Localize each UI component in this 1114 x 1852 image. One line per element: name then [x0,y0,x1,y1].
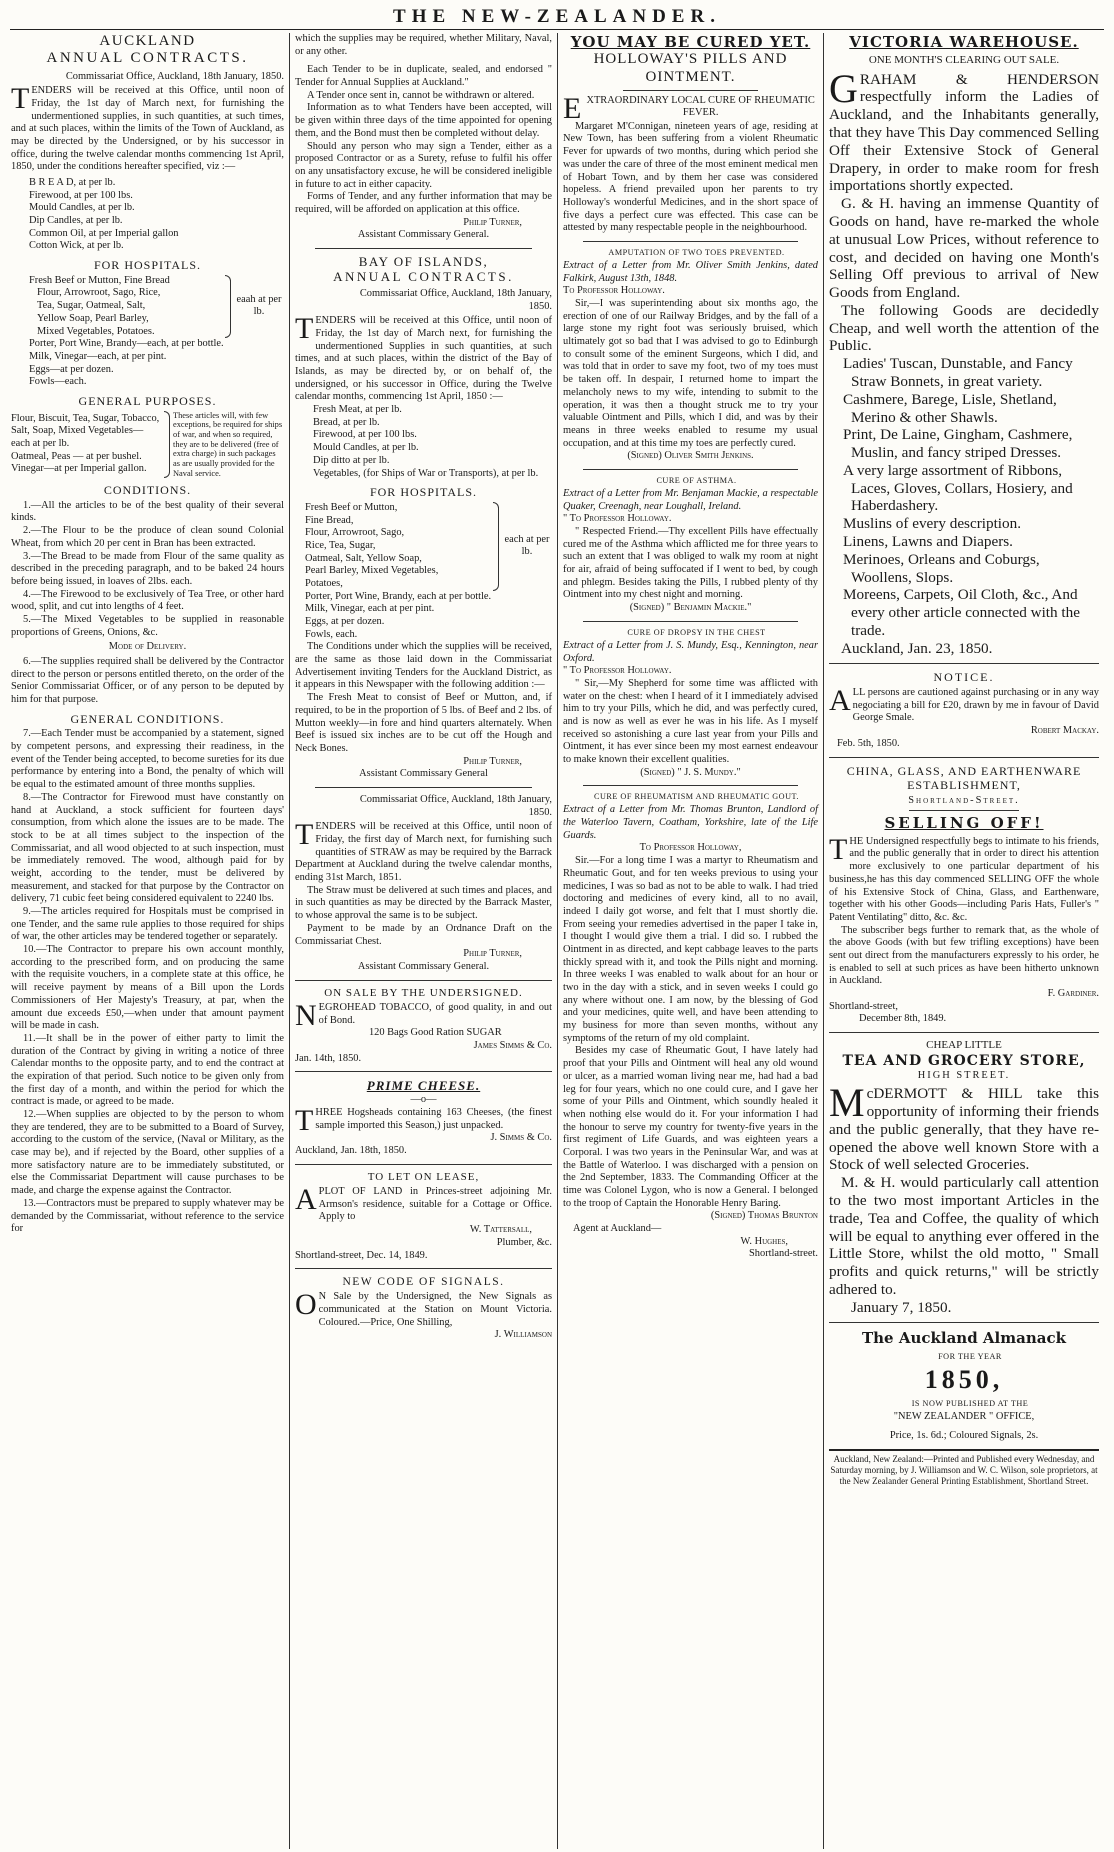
tea-ad [829,1080,1099,1316]
list-item: Porter, Port Wine, Brandy, each at per bottle. [305,590,492,602]
list-item: Mould Candles, at per lb. [313,442,419,454]
condition: 7.—Each Tender must be accompanied by a statement, signed by competent persons, and expressing their readiness, in the event of the Tender being accepted, to become sureties for its due performance by entering into a Bond, the penalty of which will be equal to the estimated amount of three months supplies. [11,728,284,791]
case-heading: CURE OF RHEUMATISM AND RHEUMATIC GOUT. [594,792,799,802]
on-sale-body: NEGROHEAD TOBACCO, of good quality, in and out of Bond. [295,998,552,1032]
case-heading: CURE OF DROPSY IN THE CHEST [627,627,766,637]
hospital-items [11,275,284,338]
victoria-warehouse-heading: VICTORIA WAREHOUSE. [849,33,1079,51]
divider [829,1322,1099,1323]
paragraph: Information as to what Tenders have been accepted, will be given within three days of the time appointed for opening them, and the Bond must then be completed without delay. [295,102,552,139]
letter-extract: Extract of a Letter from Mr. Thomas Brunton, Landlord of the Waterloo Tavern, Coatham, Yorkshire, late of the Life Guards. [563,804,818,841]
signature: (Signed) " J. S. Mundy." [640,766,741,778]
hospitals-heading: FOR HOSPITALS. [369,485,478,500]
date: Auckland, Jan. 18th, 1850. [295,1145,407,1157]
condition: 10.—The Contractor to prepare his own account monthly, according to the prescribed form, and on producing the same with the requisite vouchers, in a complete state at this office, he will receive payment by means of a Bill upon the Lords Commissioners of Her Majesty's Treasury, at par, when the amount due exceeds £50,—when under that amount payment will be made in cash. [11,944,284,1032]
notice-heading: NOTICE. [933,670,995,685]
list-item: Mould Candles, at per lb. [29,202,135,214]
divider [295,1164,552,1165]
list-item: Firewood, at per 100 lbs. [313,429,417,441]
testimonial: Sir,—I was superintending about six months ago, the erection of one of our Railway Bridges, and by the fall of a large stone my right foot was seriously bruised, which ultimately got so bad that I was advised to go to Edinburgh to consult some of the eminent Surgeons, which I did, and was told that in order to save my foot, two of my toes must be taken off. In despair, I returned home to impart the melancholy news to my wife, intending to submit to the operation, it was then a thought struck me to try your valuable Ointment and Pills, which I did, and was by their means in three weeks enabled to resume my usual occupation, and at this time my toes are perfectly cured. [563,298,818,449]
list-item: A very large assortment of Ribbons, Laces, Gloves, Collars, Hosiery, and Haberdashery. [843,461,1073,515]
case-heading: CURE OF ASTHMA. [656,475,737,485]
china-heading: CHINA, GLASS, AND EARTHENWARE ESTABLISHMENT, [846,763,1082,793]
list-item: Pearl Barley, Mixed Vegetables, [305,565,439,577]
list-item: Bread, at per lb. [313,416,380,428]
ornament: —o— [410,1094,437,1106]
list-item: Fowls, each. [305,628,358,640]
sugar-line: 120 Bags Good Ration SUGAR [368,1027,502,1039]
column-1 [6,33,290,1849]
case-heading: AMPUTATION OF TWO TOES PREVENTED. [608,247,785,257]
list-item: Muslins of every description. [843,515,1022,533]
general-items [11,411,284,479]
signature: (Signed) Thomas Brunton [710,1210,818,1222]
bay-of-islands-title: BAY OF ISLANDS, [358,254,489,269]
column-3 [558,33,824,1849]
list-item: Potatoes, [305,577,343,589]
letter-to: To Professor Holloway. [563,285,665,297]
for-the-year: FOR THE YEAR [938,1351,1002,1361]
supply-list [295,404,552,480]
letter-extract: Extract of a Letter from Mr. Oliver Smith Jenkins, dated Falkirk, August 13th, 1848. [563,259,818,284]
list-item: Porter, Port Wine, Brandy—each, at per bottle. [29,338,224,350]
mode-of-delivery: Mode of Delivery. [108,641,187,653]
signature-title: Plumber, &c. [496,1236,552,1248]
signature: James Simms & Co. [473,1040,552,1052]
letter-to: " To Professor Holloway. [563,513,672,525]
list-item: Milk, Vinegar—each, at per pint. [29,350,167,362]
price-label: Price, 1s. 6d.; Coloured Signals, 2s. [889,1430,1039,1442]
lease-body: APLOT OF LAND in Princes-street adjoining Mr. Armson's residence, suitable for a Cottage or Office. Apply to [295,1183,552,1223]
list-item: Eggs, at per dozen. [305,616,385,627]
signature: Robert Mackay. [1030,725,1099,737]
continued-text: which the supplies may be required, whether Military, Naval, or any other. [295,33,552,57]
list-item: Mixed Vegetables, Potatoes. [37,325,155,337]
column-4 [824,33,1104,1849]
list-item: Dip ditto at per lb. [313,454,390,466]
general-purposes-heading: GENERAL PURPOSES. [78,393,217,408]
list-item: Fowls—each. [29,376,87,388]
divider [909,810,1019,811]
condition: 4.—The Firewood to be exclusively of Tea Tree, or other hard wood, split, and cut into lengths of 4 feet. [11,588,284,613]
high-street-label: HIGH STREET. [917,1069,1011,1081]
clearing-sale-subheading: ONE MONTH'S CLEARING OUT SALE. [868,54,1060,67]
brace-note: eaah at per lb. [236,293,282,318]
office-label: "NEW ZEALANDER " OFFICE, [893,1411,1035,1423]
conditions-heading: CONDITIONS. [103,483,192,498]
signature: W. Tattersall, [469,1224,532,1236]
goods-list [829,355,1099,640]
list-item: Flour, Biscuit, Tea, Sugar, Tobacco, Salt, Soap, Mixed Vegetables—each at per lb. [11,412,160,450]
list-item: Linens, Lawns and Diapers. [843,533,1013,551]
paragraph: G. & H. having an immense Quantity of Goods on hand, have re-marked the whole at unusual Low Prices, without reference to cost, and decided on having one Month's Selling Off previous to arrival of New Goods from England. [829,195,1099,302]
signature: (Signed) " Benjamin Mackie." [629,602,752,614]
testimonial: Besides my case of Rheumatic Gout, I have lately had proof that your Pills and Ointment will heal any old wound or ulcer, as a married woman living near me, had had a bad leg for four years, which no one could cure, and I gave her some of your Pills and Ointment, which soundly healed it when nothing else would do it. For your information I had the honour to serve my country for twenty-five years in the first regiment of Life Guards, and was eighteen years a Corporal. I was two years in the Peninsular War, and was at the Battle of Waterloo. I was discharged with a pension on the 2nd September, 1833. The Commanding Officer at the time was Colonel Lygon, who is now a General. I belonged to the troop of Captain the Honorable Henry Baring. [563,1045,818,1209]
list-item: Tea, Sugar, Oatmeal, Salt, [37,300,146,312]
tender-intro: TENDERS will be received at this Office, until noon of Friday, the 1st day of March next, for furnishing the undermentioned Supplies in such quantities, at such times, and at such places, within the district of the Bay of Islands, as may be directed by, or on behalf of, the undersigned, or his successor in Office, during the Twelve calendar months, commencing 1st April, 1850 :— [295,312,552,403]
cheap-little-label: CHEAP LITTLE [926,1039,1002,1052]
paragraph: The subscriber begs further to remark that, as the whole of the above Goods (with but few trifling exceptions) have been sent out direct from the manufacturers expressly to his order, he is enabled to sell at such prices as have been hitherto unknown in Auckland. [829,924,1099,987]
paragraph: The following Goods are decidedly Cheap, and well worth the attention of the Public. [829,301,1099,355]
list-item: Fresh Beef or Mutton, [305,501,398,513]
list-item: Fresh Beef or Mutton, Fine Bread [29,274,170,286]
tender-intro: TENDERS will be received at this Office, until noon of Friday, the 1st day of March next, for furnishing the undermentioned supplies, in such quantities, at such times, and at such places, within the limits of the Town of Auckland, as may be directed by the Undersigned, or by his successor in office, during the twelve calendar months commencing 1st April, 1850, under the conditions hereafter specified, viz :— [11,82,284,173]
divider [583,621,798,622]
condition: 12.—When supplies are objected to by the person to whom they are tendered, they are to be submitted to a Board of Survey, according to the custom of the service, (Naval or Military, as the case may be), and if rejected by the Board, other supplies of a more satisfactory nature are to be immediately substituted, or else the Commissariat Department will cause purchases to be made, and charge the expense against the Contractor. [11,1109,284,1197]
divider [829,1032,1099,1033]
condition: 1.—All the articles to be of the best quality of their several kinds. [11,499,284,524]
list-item: Oatmeal, Peas — at per bushel. [11,450,142,462]
list-item: Dip Candles, at per lb. [29,215,123,227]
list-item: Vinegar—at per Imperial gallon. [11,463,147,475]
paragraph: Payment to be made by an Ordnance Draft on the Commissariat Chest. [295,922,552,947]
list-item: Oatmeal, Salt, Yellow Soap, [305,552,422,564]
auckland-title: AUCKLAND [99,33,196,49]
paragraph: The Straw must be delivered at such times and places, and in such quantities as may be directed by the Barrack Master, to whose approval the same is to be subject. [295,884,552,922]
published-label: IS NOW PUBLISHED AT THE [911,1399,1029,1409]
date: Auckland, Jan. 23, 1850. [841,639,993,657]
notice-body: ALL persons are cautioned against purchasing or in any way negociating a bill for £20, drawn by me in favour of David George Smale. [829,684,1099,724]
almanack-year: 1850, [924,1364,1004,1394]
divider [295,1268,552,1269]
condition: 11.—It shall be in the power of either party to limit the duration of the Contract by giving in writing a notice of three Calendar months to the opposite party, and to end the contract at the expiration of that period. Such notice to be given only from the first day of a month, and within the period for which the contract is made, or agreed to be made. [11,1032,284,1108]
selling-off-heading: SELLING OFF! [884,814,1044,833]
paragraph: Should any person who may sign a Tender, either as a proposed Contractor or as a Surety, refuse to fulfil his offer on any unsatisfactory excuse, he will be considered ineligible in future to act in either capacity. [295,140,552,190]
holloway-heading: HOLLOWAY'S PILLS AND OINTMENT. [593,51,788,85]
paragraph: The Fresh Meat to consist of Beef or Mutton, and, if required, to be in the proportion of 5 lbs. of Beef and 2 lbs. of Mutton weekly—in fore and hind quarters alternately. When Beef is issued six inches are to be cut off the Hough and Neck Bones. [295,692,552,754]
general-note: These articles will, with few exceptions, be required for ships of war, and when so required, they are to be delivered (free of extra charge) in such packages as are usually provided for the Naval service. [173,410,283,478]
paragraph: The Conditions under which the supplies will be received, are the same as those laid down in the Commissariat Advertisement inviting Tenders for the Auckland District, as it appears in this Newspaper with the following addition :— [295,641,552,691]
condition: 13.—Contractors must be prepared to supply whatever may be demanded by the Commissariat, without reference to the service for [11,1197,284,1235]
dateline: Commissariat Office, Auckland, 18th January, 1850. [359,287,552,312]
list-item: B R E A D, at per lb. [29,177,116,188]
divider [583,469,798,470]
list-item: Flour, Arrowroot, Sago, [305,527,405,539]
hospital-items [295,502,552,591]
list-item: Yellow Soap, Pearl Barley, [37,312,149,324]
agent-address: Shortland-street. [749,1248,818,1260]
letter-extract: Extract of a Letter from Mr. Benjaman Mackie, a respectable Quaker, Creenagh, near Loughall, Ireland. [563,487,818,512]
signature: Philip Turner, [463,216,522,228]
almanack-heading: The Auckland Almanack [861,1329,1067,1348]
general-conditions-heading: GENERAL CONDITIONS. [70,711,225,726]
divider [315,787,532,788]
list-item: Ladies' Tuscan, Dunstable, and Fancy Straw Bonnets, in great variety. [843,355,1073,390]
letter-extract: Extract of a Letter from J. S. Mundy, Esq., Kennington, near Oxford. [563,639,818,664]
cheese-body: THREE Hogsheads containing 163 Cheeses, (the finest sample imported this Season,) just unpacked. [295,1103,552,1137]
fever-subhead: EXTRAORDINARY LOCAL CURE OF RHEUMATIC FEVER. [563,91,815,125]
testimonial: Sir.—For a long time I was a martyr to Rheumatism and Rheumatic Gout, and for ten weeks previous to using your medicines, I was so bad as not to be able to walk. I had tried doctoring and medicines of every kind, all to no avail, indeed I daily got worse, and felt that I must shortly die. From seeing your remedies advertised in the paper I take in, I thought I would give them a trial. I did so. I rubbed the Ointment in as directed, and kept cabbage leaves to the parts thickly spread with it, and took the Pills night and morning. In three weeks I was enabled to walk about for an hour or two in the day with a stick, and in seven weeks I could go any where without one. I am now, by the blessing of God and your medicines, quite well, and have been attending to my business for more than seven months, without any symptoms of the return of my old complaint. [563,855,818,1044]
letter-to: " To Professor Holloway. [563,665,672,677]
condition: 2.—The Flour to be the produce of clean sound Colonial Wheat, from which 20 per cent in Bran has been extracted. [11,525,284,549]
paragraph: Forms of Tender, and any further information that may be required, will be afforded on application at this office. [295,191,552,215]
divider [295,1071,552,1072]
brace-note: each at per lb. [504,533,550,558]
condition: 3.—The Bread to be made from Flour of the same quality as described in the preceding paragraph, and to be baked 24 hours before being issued, in loaves of 2lbs. each. [11,550,284,587]
list-item: Cotton Wick, at per lb. [29,240,124,252]
address: Shortland-street, [829,1000,898,1012]
masthead: THE NEW-ZEALANDER. [10,4,1104,30]
dateline: Commissariat Office, Auckland, 18th January, 1850. [65,70,284,82]
signature: Philip Turner, [463,948,522,960]
china-subheading: Shortland-Street. [908,794,1020,806]
straw-tender: TENDERS will be received at this Office, until noon of Friday, the first day of March next, for furnishing such quantities of STRAW as may be required by the Barrack Department at Auckland during the twelve calendar months, ending 31st March, 1851. [295,818,552,884]
signature: F. Gardiner. [1047,988,1099,1000]
list-item: Firewood, at per 100 lbs. [29,189,133,201]
signature-title: Assistant Commissary General. [357,229,490,241]
warehouse-ad [829,65,1099,658]
letter-to: To Professor Holloway, [639,842,742,854]
supply-list [11,177,284,253]
tea-body: McDERMOTT & HILL take this opportunity of informing their friends and the public generally, that they have re-opened the above well known Store with a Stock of well selected Groceries. [829,1080,1099,1174]
divider [623,90,758,91]
dateline: Commissariat Office, Auckland, 18th January, 1850. [359,793,552,818]
condition: 8.—The Contractor for Firewood must have constantly on hand at Auckland, a stock sufficient for fourteen days' consumption, from which alone the issues are to be made. The stock to be at all times subject to the inspection of the Commissariat, and all wood objected to at such inspection, must be immediately removed. The wood, although paid for by weight, according to the tender, must be delivered by measurement, and stacked for that purpose by the Contractor on delivery, 71 cubic feet being considered equivalent to 2240 lbs. [11,791,284,905]
list-item: Eggs—at per dozen. [29,363,114,375]
prime-cheese-heading: PRIME CHEESE. [366,1078,481,1094]
lease-heading: TO LET ON LEASE, [367,1170,480,1183]
signature-title: Assistant Commissary General. [357,960,490,972]
list-item: Merinoes, Orleans and Coburgs, Woollens, Slops. [843,550,1040,586]
annual-contracts-title: ANNUAL CONTRACTS. [333,268,514,284]
condition: 6.—The supplies required shall be delivered by the Contractor direct to the person or persons entitled thereto, on the order of the Senior Commissariat Officer, or of any person to be deputed by him for that purpose. [11,656,284,706]
divider [315,248,532,249]
signals-body: O N Sale by the Undersigned, the New Signals as communicated at the Station on Mount Victoria. Coloured.—Price, One Shilling, [295,1288,552,1328]
agent-label: Agent at Auckland— [573,1223,662,1235]
list-item: Vegetables, (for Ships of War or Transports), at per lb. [313,467,539,479]
paragraph: A Tender once sent in, cannot be withdrawn or altered. [307,89,535,101]
list-item: Fine Bread, [305,514,354,526]
condition: 5.—The Mixed Vegetables to be supplied in reasonable proportions of Greens, Onions, &c. [11,613,284,638]
imprint: Auckland, New Zealand:—Printed and Published every Wednesday, and Saturday morning, by J. Williamson and W. C. Wilson, sole proprietors, at the New Zealander General Printing Establishment, Shortland Street. [829,1449,1099,1487]
tea-store-heading: TEA AND GROCERY STORE, [842,1052,1086,1069]
date: Feb. 5th, 1850. [837,737,900,749]
list-item: Milk, Vinegar, each at per pint. [305,603,435,615]
divider [829,663,1099,664]
signature-title: Assistant Commissary General [359,768,488,780]
divider [295,980,552,981]
testimonial: " Respected Friend.—Thy excellent Pills have effectually cured me of the Asthma which afflicted me for three years to such an extent that I was obliged to walk my room at night for air, afraid of being suffocated if I went to bed, by cough and phlegm. Besides taking the Pills, I rubbed plenty of thy Ointment into my chest night and morning. [563,526,818,601]
hospitals-heading: FOR HOSPITALS. [93,258,202,273]
divider [583,241,798,242]
date: December 8th, 1849. [859,1013,947,1025]
list-item: Fresh Meat, at per lb. [313,404,402,416]
divider [583,785,798,786]
signals-heading: NEW CODE OF SIGNALS. [342,1276,505,1289]
paragraph: M. & H. would particularly call attention to the two most important Articles in the trade, Tea and Coffee, the quality of which will be equal to anything ever offered in the Little Store, whilst the old motto, " Small profits and quick returns," will be strictly adhered to. [829,1174,1099,1298]
signature: (Signed) Oliver Smith Jenkins. [627,450,754,462]
list-item: Print, De Laine, Gingham, Cashmere, Muslin, and fancy striped Dresses. [843,426,1073,462]
signature: J. Simms & Co. [490,1132,552,1144]
list-item: Moreens, Carpets, Oil Cloth, &c., And every other article connected with the trade. [843,586,1080,639]
columns [6,33,1108,1849]
testimonial: Margaret M'Connigan, nineteen years of age, residing at New Town, has been suffering from a violent Rheumatic Fever for upwards of two months, during which period she was under the care of three of the most eminent medical men of Hobart Town, and by them her case was considered hopeless. A friend prevailed upon her parents to try Holloway's wonderful Medicines, and in the short space of five days a perfect cure was effected. This case can be attested by many respectable people in the neighbourhood. [563,120,818,234]
paragraph: Each Tender to be in duplicate, sealed, and endorsed " Tender for Annual Supplies at Auckland." [295,64,552,89]
date: January 7, 1850. [851,1298,952,1316]
annual-contracts-title: ANNUAL CONTRACTS. [46,50,249,67]
list-item: Flour, Arrowroot, Sago, Rice, [37,287,161,299]
date: Jan. 14th, 1850. [295,1052,362,1064]
agent-name: W. Hughes, [740,1235,788,1247]
list-item: Rice, Tea, Sugar, [305,539,376,551]
divider [829,757,1099,758]
signature: Philip Turner, [463,755,522,767]
date: Shortland-street, Dec. 14, 1849. [295,1249,428,1261]
testimonial: " Sir,—My Shepherd for some time was afflicted with water on the chest: when I heard of it I immediately advised him to try your Pills, which he did, and was perfectly cured, and is now as well as ever he was in his life. As I myself received so astonishing a cure last year from your Pills and Ointment, it has ever since been my most earnest endeavour to make known their excellent qualities. [563,677,818,766]
signature: J. Williamson [494,1329,552,1341]
china-body: THE Undersigned respectfully begs to intimate to his friends, and the public generally that in order to direct his attention more exclusively to one particular department of his business,he has this day commenced SELLING OFF the whole of his Extensive Stock of China, Glass, and Earthenware, together with his other Goods—including Paris Hats, Fuller's " Patent Ventilating" ditto, &c. &c. [829,832,1099,923]
warehouse-intro: GRAHAM & HENDERSON respectfully inform the Ladies of Auckland, and the Inhabitants generally, that they have This Day commenced Selling Off their Extensive Stock of General Drapery, in order to make room for fresh importations shortly expected. [829,65,1099,195]
cured-heading: YOU MAY BE CURED YET. [570,33,811,51]
list-item: Cashmere, Barege, Lisle, Shetland, Merino & other Shawls. [843,390,1057,426]
on-sale-heading: ON SALE BY THE UNDERSIGNED. [324,986,523,999]
list-item: Common Oil, at per Imperial gallon [29,227,179,239]
condition: 9.—The articles required for Hospitals must be comprised in one Tender, and the same rule applies to those required for ships of war, the other articles may be tendered together or separately. [11,906,284,943]
column-2 [290,33,558,1849]
